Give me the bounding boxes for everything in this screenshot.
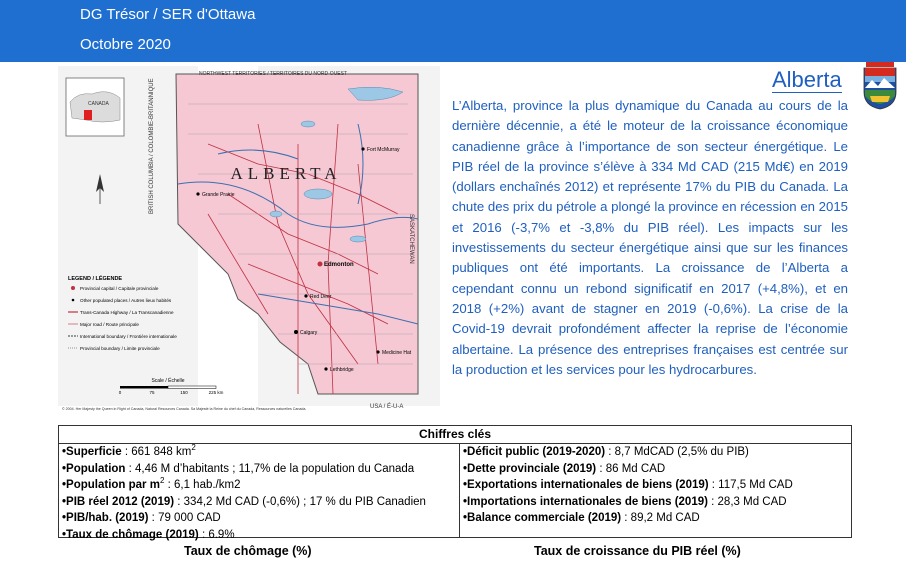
page-title: Alberta xyxy=(772,67,842,92)
map-city-dot xyxy=(294,330,298,334)
map-sask-label: SASKATCHEWAN xyxy=(408,214,414,264)
key-figure-row: •PIB/hab. (2019) : 79 000 CAD xyxy=(62,512,221,524)
map-city-label: Lethbridge xyxy=(330,367,354,373)
key-figure-row: •Population par $m^2$ : 6,1 hab./km2 xyxy=(62,476,241,491)
key-figures-table xyxy=(58,425,852,541)
alberta-map xyxy=(58,64,440,416)
publication-date: Octobre 2020 xyxy=(80,36,171,53)
map-city-label: Medicine Hat xyxy=(382,350,412,356)
map-province-label: ALBERTA xyxy=(230,164,342,183)
table-divider xyxy=(459,444,460,538)
map-canada-inset xyxy=(66,78,124,136)
key-figure-row: •Taux de chômage (2019) : 6.9% xyxy=(62,528,235,541)
key-figure-row: •Population : 4,46 M d’habitants ; 11,7% de la population du Canada xyxy=(62,462,415,475)
map-legend-item: Provincial boundary / Limite provinciale xyxy=(80,346,160,351)
map-legend-item: International boundary / Frontière internationale xyxy=(80,334,177,339)
map-northwest-territories-label: NORTHWEST TERRITORIES / TERRITOIRES DU NORD-OUEST xyxy=(198,71,348,77)
map-legend-title: LEGEND / LÉGENDE xyxy=(68,276,123,282)
map-legend-item: Other populated places / Autres lieux habités xyxy=(80,298,172,303)
map-city-label: Fort McMurray xyxy=(367,147,400,153)
key-figure-row: •PIB réel 2012 (2019) : 334,2 Md CAD (-0,6%) ; 17 % du PIB Canadien xyxy=(62,495,426,508)
key-figure-row: •Superficie : 661 848 $km^2$ xyxy=(62,443,196,458)
map-legend-item: Provincial capital / Capitale provinciale xyxy=(80,286,159,291)
header-banner xyxy=(0,0,906,62)
gdp-growth-chart-title: Taux de croissance du PIB réel (%) xyxy=(534,544,741,558)
map-scale-label: Scale / Échelle xyxy=(151,378,185,384)
key-figure-row: •Dette provinciale (2019) : 86 Md CAD xyxy=(463,462,666,475)
map-scale-tick: 0 xyxy=(118,390,122,395)
key-figures-left-column xyxy=(62,444,426,543)
map-inset-label: CANADA xyxy=(88,101,109,107)
map-scale-tick: 225 km xyxy=(208,390,224,395)
map-city-label: Edmonton xyxy=(324,262,354,268)
map-city-label: Grande Prairie xyxy=(202,192,235,198)
organization-name: DG Trésor / SER d'Ottawa xyxy=(80,6,256,23)
map-city-dot xyxy=(304,294,307,297)
unemployment-chart-title: Taux de chômage (%) xyxy=(184,544,312,558)
map-usa-label: USA / É-U-A xyxy=(370,404,404,410)
map-city-dot xyxy=(196,192,199,195)
map-city-dot xyxy=(361,147,364,150)
map-city-dot xyxy=(324,367,327,370)
alberta-coat-of-arms-icon xyxy=(860,62,900,110)
key-figure-row: •Balance commerciale (2019) : 89,2 Md CAD xyxy=(463,512,700,524)
map-city-label: Red Deer xyxy=(310,294,332,300)
map-city-dot xyxy=(376,350,379,353)
map-legend-item: Trans-Canada Highway / La Transcanadienne xyxy=(80,310,174,315)
map-legend-item: Major road / Route principale xyxy=(80,322,139,327)
map-city-label: Calgary xyxy=(300,330,318,336)
map-scale-tick: 150 xyxy=(180,390,188,395)
key-figure-row: •Exportations internationales de biens (2019) : 117,5 Md CAD xyxy=(463,479,793,491)
map-city-dot xyxy=(318,262,323,267)
province-description: L’Alberta, province la plus dynamique du Canada au cours de la dernière décennie, a été le moteur de la croissance économique canadienne grâce à l’importance de son secteur énergétique. Le PIB réel de la province s’élève à 334 Md CAD (215 Md€) en 2019 (dollars enchaînés 2012) et représente 17% du PIB du Canada. La chute des prix du pétrole a plongé la province en récession en 2015 et 2016 (-3,7% et -3,8% du PIB réel). Les impacts sur les investissements du secteur énergétique ainsi que sur les finances publiques ont été importants. La croissance de l’Alberta a cependant connu un rebond significatif en 2017 (+4,8%), et en 2018 (+2%) avant de stagner en 2019 (-0,6%). La crise de la Covid-19 devrait profondément affecter la reprise de l’économie albertaine. La présence des entreprises françaises est centrée sur la production et les services pour les hydrocarbures. xyxy=(452,98,848,377)
key-figures-title: Chiffres clés xyxy=(59,426,851,444)
key-figures-right-column xyxy=(463,444,793,527)
map-bc-label: BRITISH COLUMBIA / COLOMBIE-BRITANNIQUE xyxy=(149,78,155,214)
map-copyright: © 2004. Her Majesty the Queen in Right of Canada, Natural Resources Canada. Sa Majesté la Reine du chef du Canada, Ressources naturelles Canada. xyxy=(62,407,307,411)
map-scale-tick: 75 xyxy=(149,390,155,395)
key-figure-row: •Importations internationales de biens (2019) : 28,3 Md CAD xyxy=(463,495,787,508)
key-figure-row: •Déficit public (2019-2020) : 8,7 MdCAD (2,5% du PIB) xyxy=(463,446,749,458)
